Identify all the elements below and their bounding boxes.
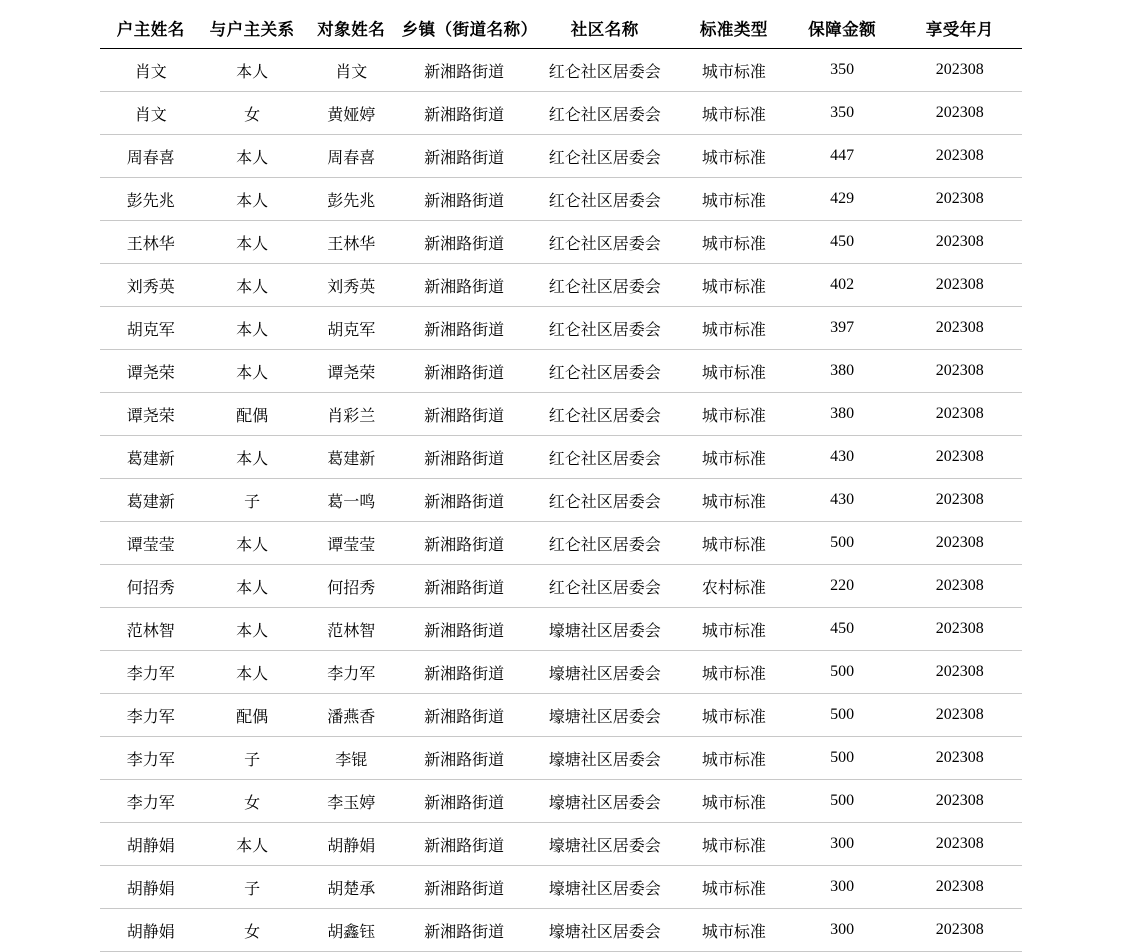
cell-relation: 女 — [201, 909, 302, 952]
cell-relation: 本人 — [201, 823, 302, 866]
cell-period: 202308 — [897, 307, 1022, 350]
cell-township: 新湘路街道 — [400, 92, 529, 135]
cell-standard-type: 城市标准 — [681, 436, 787, 479]
cell-community: 红仑社区居委会 — [529, 221, 681, 264]
cell-amount: 350 — [787, 49, 898, 92]
cell-householder-name: 李力军 — [100, 737, 201, 780]
cell-amount: 220 — [787, 565, 898, 608]
cell-person-name: 胡楚承 — [303, 866, 400, 909]
cell-standard-type: 农村标准 — [681, 565, 787, 608]
cell-amount: 450 — [787, 221, 898, 264]
cell-householder-name: 谭尧荣 — [100, 393, 201, 436]
cell-amount: 300 — [787, 823, 898, 866]
cell-township: 新湘路街道 — [400, 694, 529, 737]
cell-period: 202308 — [897, 135, 1022, 178]
cell-period: 202308 — [897, 866, 1022, 909]
cell-relation: 本人 — [201, 608, 302, 651]
cell-township: 新湘路街道 — [400, 436, 529, 479]
cell-community: 壕塘社区居委会 — [529, 866, 681, 909]
table-row — [100, 135, 1022, 178]
cell-relation: 本人 — [201, 221, 302, 264]
cell-householder-name: 胡静娟 — [100, 823, 201, 866]
cell-community: 壕塘社区居委会 — [529, 909, 681, 952]
cell-person-name: 李力军 — [303, 651, 400, 694]
cell-person-name: 李玉婷 — [303, 780, 400, 823]
cell-township: 新湘路街道 — [400, 565, 529, 608]
table-header — [100, 10, 1022, 49]
cell-community: 壕塘社区居委会 — [529, 780, 681, 823]
cell-relation: 本人 — [201, 651, 302, 694]
cell-amount: 380 — [787, 393, 898, 436]
cell-township: 新湘路街道 — [400, 221, 529, 264]
table-row — [100, 651, 1022, 694]
cell-relation: 子 — [201, 737, 302, 780]
cell-amount: 500 — [787, 651, 898, 694]
cell-township: 新湘路街道 — [400, 823, 529, 866]
column-header-amount: 保障金额 — [787, 10, 898, 49]
cell-amount: 300 — [787, 866, 898, 909]
cell-person-name: 彭先兆 — [303, 178, 400, 221]
table-row — [100, 350, 1022, 393]
table-row — [100, 92, 1022, 135]
cell-township: 新湘路街道 — [400, 909, 529, 952]
cell-amount: 450 — [787, 608, 898, 651]
cell-community: 红仑社区居委会 — [529, 436, 681, 479]
cell-standard-type: 城市标准 — [681, 178, 787, 221]
cell-period: 202308 — [897, 823, 1022, 866]
cell-community: 壕塘社区居委会 — [529, 737, 681, 780]
cell-person-name: 葛一鸣 — [303, 479, 400, 522]
cell-standard-type: 城市标准 — [681, 694, 787, 737]
table-row — [100, 737, 1022, 780]
cell-householder-name: 胡静娟 — [100, 909, 201, 952]
table-row — [100, 694, 1022, 737]
cell-relation: 配偶 — [201, 393, 302, 436]
cell-amount: 500 — [787, 522, 898, 565]
cell-relation: 本人 — [201, 49, 302, 92]
cell-person-name: 谭莹莹 — [303, 522, 400, 565]
cell-standard-type: 城市标准 — [681, 608, 787, 651]
cell-relation: 本人 — [201, 436, 302, 479]
cell-community: 红仑社区居委会 — [529, 479, 681, 522]
cell-relation: 本人 — [201, 522, 302, 565]
cell-amount: 300 — [787, 909, 898, 952]
cell-period: 202308 — [897, 479, 1022, 522]
cell-amount: 429 — [787, 178, 898, 221]
table-row — [100, 436, 1022, 479]
cell-person-name: 胡静娟 — [303, 823, 400, 866]
cell-amount: 397 — [787, 307, 898, 350]
cell-householder-name: 葛建新 — [100, 479, 201, 522]
cell-community: 红仑社区居委会 — [529, 307, 681, 350]
table-row — [100, 866, 1022, 909]
cell-householder-name: 谭尧荣 — [100, 350, 201, 393]
cell-standard-type: 城市标准 — [681, 522, 787, 565]
cell-amount: 380 — [787, 350, 898, 393]
cell-period: 202308 — [897, 49, 1022, 92]
table-row — [100, 264, 1022, 307]
cell-householder-name: 彭先兆 — [100, 178, 201, 221]
cell-township: 新湘路街道 — [400, 479, 529, 522]
cell-relation: 本人 — [201, 350, 302, 393]
table-row — [100, 608, 1022, 651]
table-row — [100, 307, 1022, 350]
table-body — [100, 49, 1022, 952]
table-row — [100, 49, 1022, 92]
cell-township: 新湘路街道 — [400, 651, 529, 694]
cell-person-name: 潘燕香 — [303, 694, 400, 737]
cell-person-name: 范林智 — [303, 608, 400, 651]
cell-standard-type: 城市标准 — [681, 823, 787, 866]
cell-householder-name: 刘秀英 — [100, 264, 201, 307]
cell-relation: 本人 — [201, 307, 302, 350]
column-header-period: 享受年月 — [897, 10, 1022, 49]
cell-period: 202308 — [897, 92, 1022, 135]
cell-amount: 500 — [787, 780, 898, 823]
cell-householder-name: 谭莹莹 — [100, 522, 201, 565]
cell-person-name: 何招秀 — [303, 565, 400, 608]
cell-township: 新湘路街道 — [400, 178, 529, 221]
cell-township: 新湘路街道 — [400, 780, 529, 823]
cell-community: 红仑社区居委会 — [529, 135, 681, 178]
table-header-row — [100, 10, 1022, 49]
cell-householder-name: 王林华 — [100, 221, 201, 264]
cell-community: 壕塘社区居委会 — [529, 694, 681, 737]
cell-amount: 430 — [787, 436, 898, 479]
subsistence-allowance-table — [100, 10, 1022, 952]
cell-person-name: 葛建新 — [303, 436, 400, 479]
cell-community: 红仑社区居委会 — [529, 92, 681, 135]
cell-standard-type: 城市标准 — [681, 264, 787, 307]
cell-householder-name: 肖文 — [100, 49, 201, 92]
cell-householder-name: 葛建新 — [100, 436, 201, 479]
cell-householder-name: 胡克军 — [100, 307, 201, 350]
cell-township: 新湘路街道 — [400, 737, 529, 780]
table-row — [100, 393, 1022, 436]
cell-standard-type: 城市标准 — [681, 92, 787, 135]
cell-community: 壕塘社区居委会 — [529, 608, 681, 651]
cell-householder-name: 李力军 — [100, 780, 201, 823]
cell-standard-type: 城市标准 — [681, 307, 787, 350]
cell-standard-type: 城市标准 — [681, 49, 787, 92]
cell-township: 新湘路街道 — [400, 264, 529, 307]
cell-relation: 女 — [201, 92, 302, 135]
cell-standard-type: 城市标准 — [681, 866, 787, 909]
cell-relation: 配偶 — [201, 694, 302, 737]
cell-relation: 子 — [201, 866, 302, 909]
cell-person-name: 肖文 — [303, 49, 400, 92]
cell-person-name: 黄娅婷 — [303, 92, 400, 135]
table-row — [100, 178, 1022, 221]
cell-period: 202308 — [897, 694, 1022, 737]
cell-community: 红仑社区居委会 — [529, 49, 681, 92]
table-row — [100, 221, 1022, 264]
cell-person-name: 王林华 — [303, 221, 400, 264]
cell-relation: 本人 — [201, 178, 302, 221]
cell-householder-name: 胡静娟 — [100, 866, 201, 909]
cell-amount: 447 — [787, 135, 898, 178]
cell-period: 202308 — [897, 651, 1022, 694]
column-header-standard-type: 标准类型 — [681, 10, 787, 49]
cell-standard-type: 城市标准 — [681, 135, 787, 178]
cell-period: 202308 — [897, 436, 1022, 479]
cell-period: 202308 — [897, 737, 1022, 780]
cell-relation: 子 — [201, 479, 302, 522]
cell-householder-name: 李力军 — [100, 694, 201, 737]
cell-person-name: 李锟 — [303, 737, 400, 780]
cell-township: 新湘路街道 — [400, 350, 529, 393]
cell-township: 新湘路街道 — [400, 866, 529, 909]
column-header-relation: 与户主关系 — [201, 10, 302, 49]
cell-person-name: 谭尧荣 — [303, 350, 400, 393]
column-header-person-name: 对象姓名 — [303, 10, 400, 49]
cell-township: 新湘路街道 — [400, 608, 529, 651]
cell-period: 202308 — [897, 393, 1022, 436]
cell-community: 壕塘社区居委会 — [529, 823, 681, 866]
cell-householder-name: 何招秀 — [100, 565, 201, 608]
cell-period: 202308 — [897, 608, 1022, 651]
table-row — [100, 909, 1022, 952]
cell-period: 202308 — [897, 350, 1022, 393]
cell-relation: 女 — [201, 780, 302, 823]
cell-person-name: 肖彩兰 — [303, 393, 400, 436]
cell-standard-type: 城市标准 — [681, 479, 787, 522]
cell-township: 新湘路街道 — [400, 135, 529, 178]
column-header-community: 社区名称 — [529, 10, 681, 49]
cell-standard-type: 城市标准 — [681, 221, 787, 264]
table-row — [100, 823, 1022, 866]
cell-householder-name: 周春喜 — [100, 135, 201, 178]
cell-community: 红仑社区居委会 — [529, 178, 681, 221]
cell-relation: 本人 — [201, 264, 302, 307]
cell-community: 红仑社区居委会 — [529, 393, 681, 436]
cell-standard-type: 城市标准 — [681, 393, 787, 436]
cell-person-name: 胡克军 — [303, 307, 400, 350]
table-row — [100, 780, 1022, 823]
cell-relation: 本人 — [201, 565, 302, 608]
cell-community: 红仑社区居委会 — [529, 350, 681, 393]
cell-period: 202308 — [897, 780, 1022, 823]
cell-period: 202308 — [897, 178, 1022, 221]
cell-period: 202308 — [897, 522, 1022, 565]
cell-amount: 500 — [787, 694, 898, 737]
cell-township: 新湘路街道 — [400, 393, 529, 436]
cell-standard-type: 城市标准 — [681, 350, 787, 393]
cell-amount: 402 — [787, 264, 898, 307]
cell-community: 红仑社区居委会 — [529, 522, 681, 565]
cell-township: 新湘路街道 — [400, 522, 529, 565]
cell-standard-type: 城市标准 — [681, 780, 787, 823]
cell-period: 202308 — [897, 221, 1022, 264]
table-row — [100, 565, 1022, 608]
cell-period: 202308 — [897, 909, 1022, 952]
cell-amount: 430 — [787, 479, 898, 522]
cell-township: 新湘路街道 — [400, 307, 529, 350]
cell-standard-type: 城市标准 — [681, 651, 787, 694]
table-row — [100, 522, 1022, 565]
cell-standard-type: 城市标准 — [681, 909, 787, 952]
cell-community: 红仑社区居委会 — [529, 264, 681, 307]
cell-person-name: 刘秀英 — [303, 264, 400, 307]
cell-person-name: 胡鑫钰 — [303, 909, 400, 952]
cell-relation: 本人 — [201, 135, 302, 178]
cell-householder-name: 范林智 — [100, 608, 201, 651]
cell-period: 202308 — [897, 264, 1022, 307]
cell-community: 壕塘社区居委会 — [529, 651, 681, 694]
cell-period: 202308 — [897, 565, 1022, 608]
cell-householder-name: 李力军 — [100, 651, 201, 694]
cell-householder-name: 肖文 — [100, 92, 201, 135]
column-header-householder-name: 户主姓名 — [100, 10, 201, 49]
cell-person-name: 周春喜 — [303, 135, 400, 178]
cell-township: 新湘路街道 — [400, 49, 529, 92]
cell-community: 红仑社区居委会 — [529, 565, 681, 608]
cell-amount: 500 — [787, 737, 898, 780]
cell-amount: 350 — [787, 92, 898, 135]
table-row — [100, 479, 1022, 522]
cell-standard-type: 城市标准 — [681, 737, 787, 780]
column-header-township: 乡镇（街道名称） — [400, 10, 529, 49]
